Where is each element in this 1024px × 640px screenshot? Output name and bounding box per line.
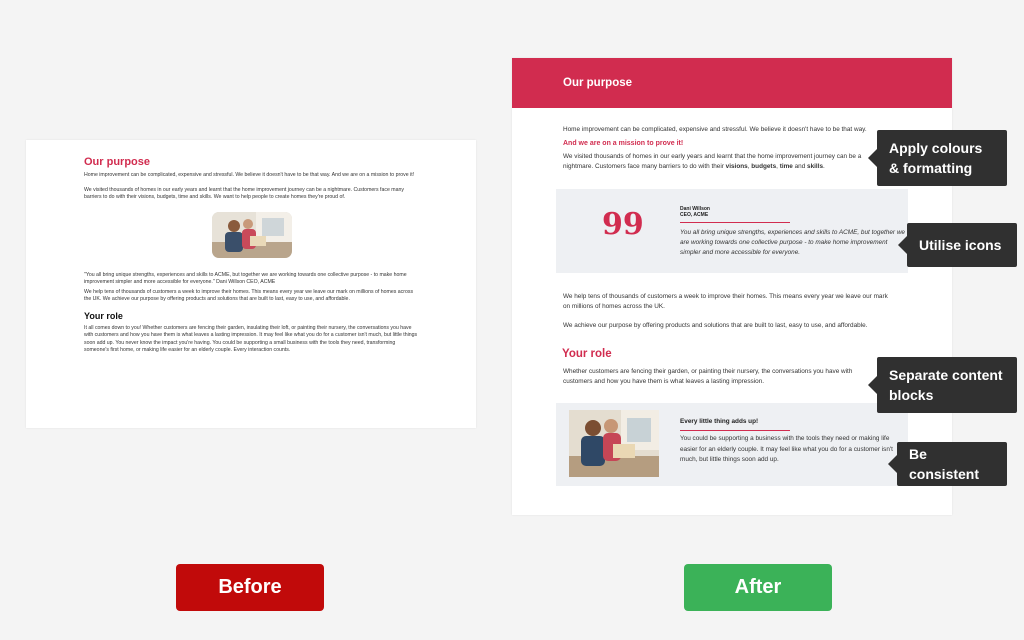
visited-bold-time: time	[779, 163, 793, 170]
after-achieve-paragraph: We achieve our purpose by offering products and solutions that are built to last, easy to use, and affordable.	[563, 322, 868, 329]
visited-bold-budgets: budgets	[751, 163, 777, 170]
after-intro: Home improvement can be complicated, expensive and stressful. We believe it doesn't have to be that way.	[563, 126, 867, 133]
visited-sep-2: ,	[776, 163, 780, 170]
visited-bold-visions: visions	[725, 163, 748, 170]
before-quote: "You all bring unique strengths, experiences and skills to ACME, but together we are working towards one collective purpose - to make home improvement simpler and more accessible for everyone." Dani Willson CEO, ACME	[84, 271, 407, 285]
after-help-paragraph: We help tens of thousands of customers a week to improve their homes. This means every year we leave our mark on millions of homes across the UK.	[563, 293, 888, 310]
quote-icon: 99	[602, 207, 644, 242]
before-photo	[212, 212, 292, 258]
after-header-banner	[512, 58, 952, 108]
role-content-block	[556, 403, 908, 486]
visited-sep-1: ,	[747, 163, 752, 170]
quote-author-name: Dani Willson	[680, 206, 710, 212]
quote-divider	[680, 222, 790, 223]
family-photo-image	[212, 212, 292, 258]
quote-text: You all bring unique strengths, experiences and skills to ACME, but together we are working towards one collective purpose - to make home improvement simpler and more accessible for everyone.	[680, 229, 905, 256]
visited-text: We visited thousands of homes in our early years and learnt that the home improvement journey can be a nightmare. Customers face many barriers to do with their	[563, 153, 862, 170]
role-block-divider	[680, 430, 790, 431]
visited-bold-skills: skills	[807, 163, 824, 170]
role-block-title: Every little thing adds up!	[680, 418, 759, 425]
before-paragraph-1: Home improvement can be complicated, expensive and stressful. We believe it doesn't have to be that way. And we are on a mission to prove it!	[84, 172, 415, 178]
before-paragraph-2: We visited thousands of homes in our early years and learnt that the home improvement journey can be a nightmare. Customers face many barriers to do with their visions, budgets, time and skills. We want to help people to create homes they're proud of.	[84, 186, 404, 200]
visited-sep-3: and	[792, 163, 808, 170]
after-role-text: Whether customers are fencing their garden, or painting their nursery, the conversations you have with customers and how you have them is what leaves a lasting impression.	[563, 368, 853, 385]
before-role-heading: Your role	[84, 310, 123, 321]
before-paragraph-3: We help tens of thousands of customers a week to improve their homes. This means every year we leave our mark on millions of homes across the UK. We achieve our purpose by offering products and solutions that are built to last, easy to use, and affordable.	[84, 288, 414, 302]
callout-utilise-icons: Utilise icons	[907, 223, 1017, 267]
after-mission: And we are on a mission to prove it!	[563, 140, 684, 147]
after-label-button: After	[684, 564, 832, 611]
callout-apply-colours: Apply colours & formatting	[877, 130, 1007, 186]
before-paragraph-4: It all comes down to you! Whether customers are fencing their garden, insulating their loft, or painting their nursery, the conversations you have with customers and how you have them is what leaves a lasting impression. It may feel like what you do for a customer isn't much, but little things soon add up. You never know the impact you're having. You could be supporting a small business with the tools they need, transforming someone's first home, or making life easier for an elderly couple. Every interaction counts.	[84, 324, 418, 353]
visited-end: .	[823, 163, 825, 170]
quote-author-role: CEO, ACME	[680, 212, 709, 218]
callout-be-consistent: Be consistent	[897, 442, 1007, 486]
before-content	[84, 156, 420, 362]
after-visited-paragraph	[563, 152, 885, 172]
before-page	[26, 140, 476, 428]
before-label-button: Before	[176, 564, 324, 611]
callout-separate-blocks: Separate content blocks	[877, 357, 1017, 413]
after-header-title: Our purpose	[563, 77, 633, 89]
role-block-text: You could be supporting a business with the tools they need or making life easier for an elderly couple. It may feel like what you do for a customer isn't much, but little things soon add up.	[680, 435, 893, 463]
after-role-heading: Your role	[562, 348, 612, 360]
family-photo-image	[569, 410, 659, 477]
role-photo	[569, 410, 659, 477]
quote-block	[556, 189, 908, 273]
before-title: Our purpose	[84, 156, 151, 168]
after-page	[512, 58, 952, 515]
